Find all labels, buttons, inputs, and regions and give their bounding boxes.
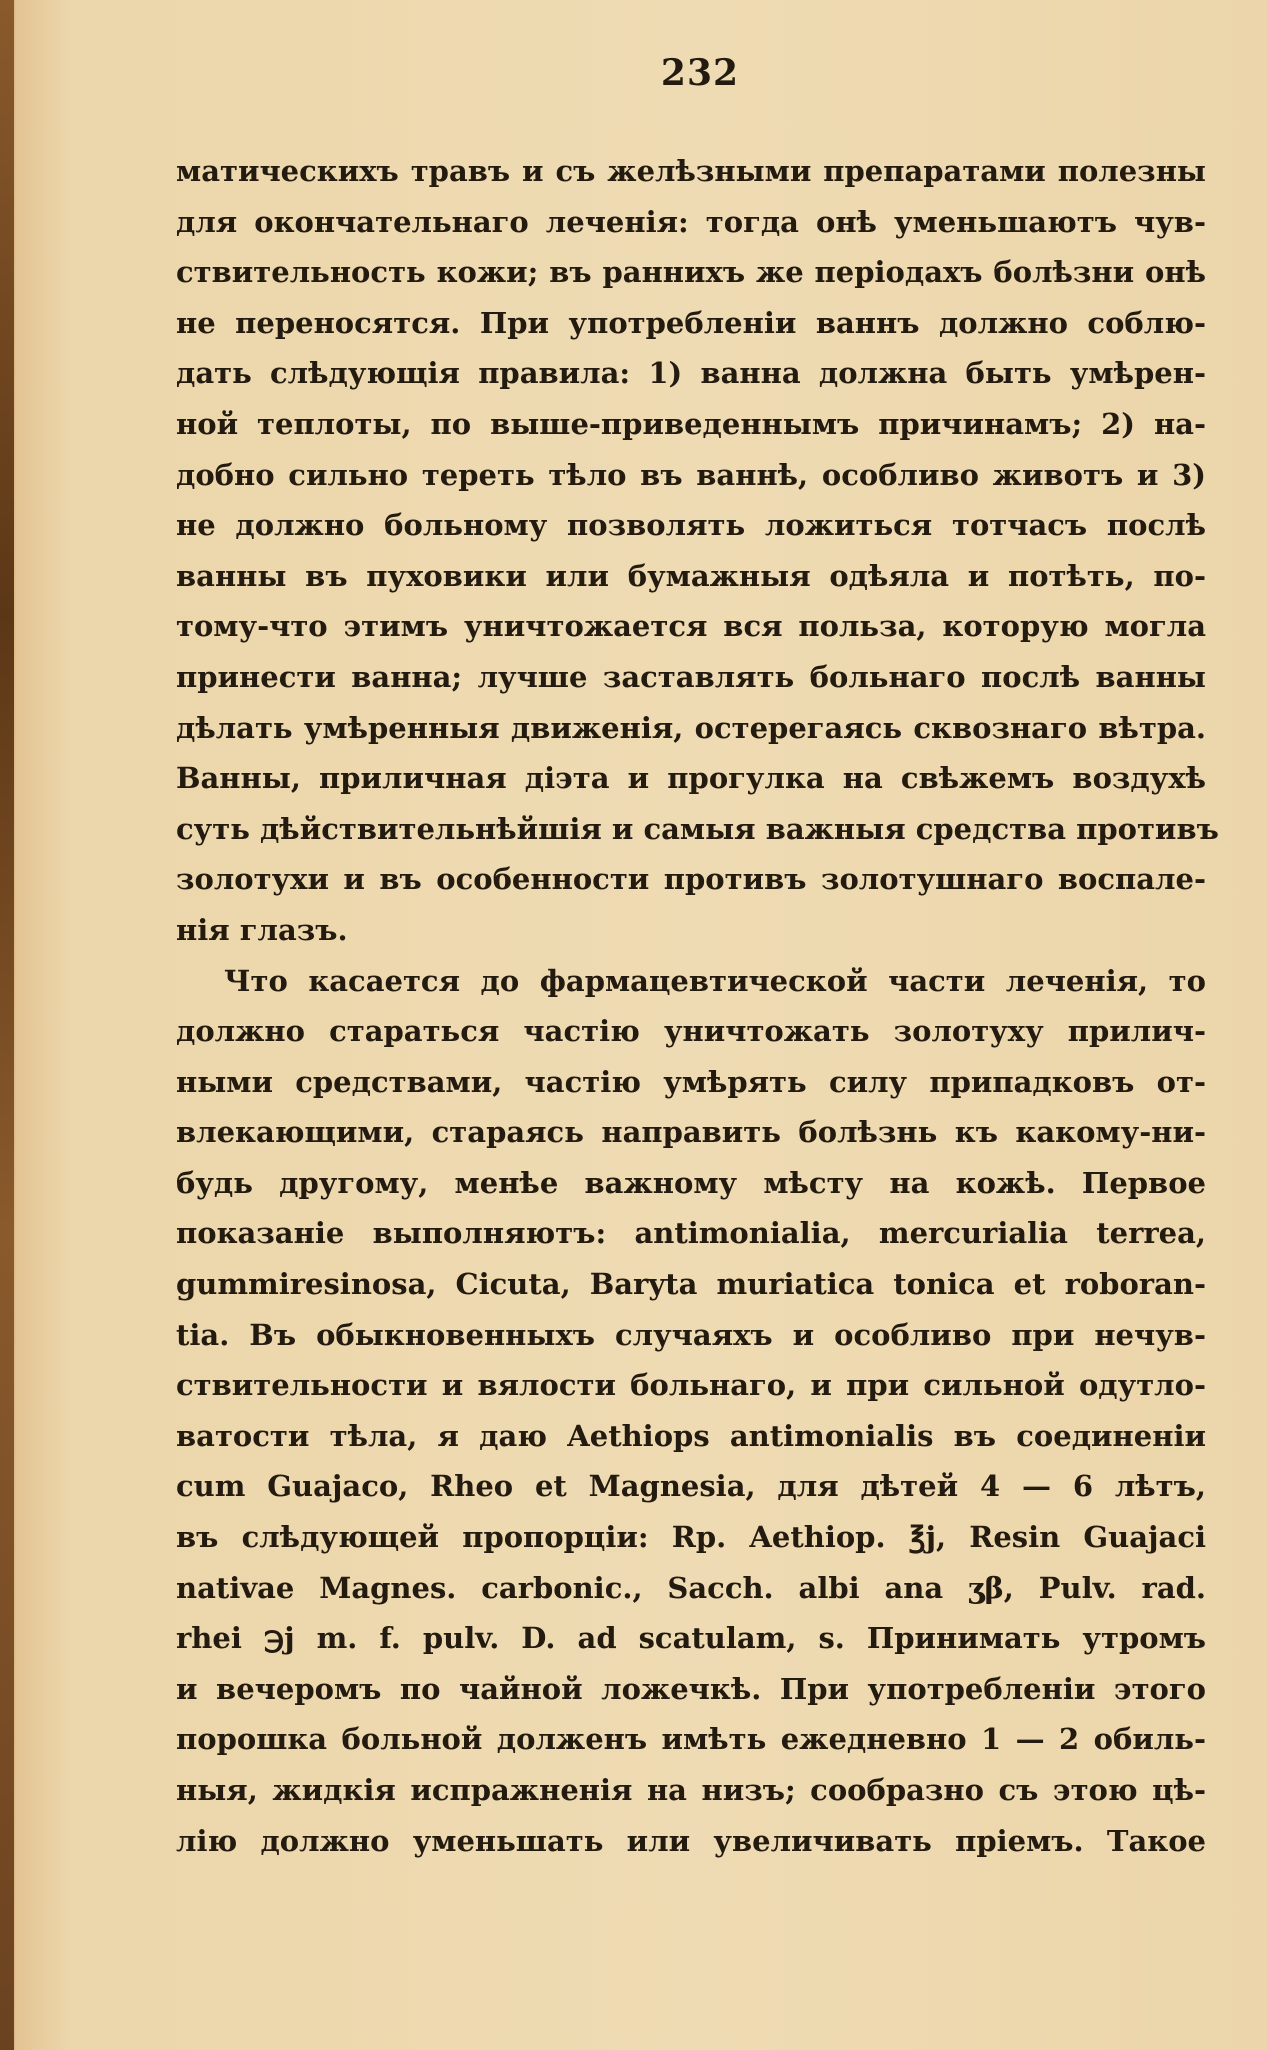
- text-line: ствительность кожи; въ раннихъ же періодахъ болѣзни онѣ: [176, 255, 1206, 290]
- text-line: rhei ℈j m. f. pulv. D. ad scatulam, s. Принимать утромъ: [176, 1621, 1206, 1656]
- text-line: gummiresinosa, Cicuta, Baryta muriatica tonica et roboran-: [176, 1267, 1206, 1302]
- text-line: влекающими, стараясь направить болѣзнь къ какому-ни-: [176, 1115, 1206, 1150]
- text-line: ванны въ пуховики или бумажныя одѣяла и потѣть, по-: [176, 558, 1206, 593]
- text-line: будь другому, менѣе важному мѣсту на кожѣ. Первое: [176, 1165, 1206, 1200]
- text-line: nativae Magnes. carbonic., Sacch. albi ana ʒβ, Pulv. rad.: [176, 1570, 1206, 1605]
- text-line: ныя, жидкія испражненія на низъ; сообразно съ этою цѣ-: [176, 1773, 1206, 1807]
- page-edge-stain: [0, 0, 14, 2050]
- text-line: порошка больной долженъ имѣть ежедневно 1 — 2 обиль-: [176, 1722, 1206, 1757]
- page-number: 232: [660, 52, 740, 94]
- text-line: и вечеромъ по чайной ложечкѣ. При употребленіи этого: [176, 1671, 1206, 1706]
- text-line: тому-что этимъ уничтожается вся польза, которую могла: [176, 609, 1206, 644]
- text-line: cum Guajaco, Rheo et Magnesia, для дѣтей 4 — 6 лѣтъ,: [176, 1469, 1206, 1504]
- text-line: въ слѣдующей пропорціи: Rp. Aethiop. ℥j, Resin Guajaci: [176, 1520, 1206, 1555]
- text-line: принести ванна; лучше заставлять больнаго послѣ ванны: [176, 659, 1206, 694]
- text-line: ными средствами, частію умѣрять силу припадковъ от-: [176, 1064, 1206, 1099]
- text-line: дѣлать умѣренныя движенія, остерегаясь сквознаго вѣтра.: [176, 710, 1206, 745]
- text-line: нія глазъ.: [176, 912, 348, 947]
- text-line: дать слѣдующія правила: 1) ванна должна быть умѣрен-: [176, 356, 1206, 391]
- text-line: ствительности и вялости больнаго, и при сильной одутло-: [176, 1368, 1206, 1403]
- text-line: tia. Въ обыкновенныхъ случаяхъ и особливо при нечув-: [176, 1317, 1206, 1352]
- text-line: не должно больному позволять ложиться тотчасъ послѣ: [176, 508, 1206, 543]
- text-line: показаніе выполняютъ: antimonialia, mercurialia terrea,: [176, 1216, 1206, 1251]
- text-line: добно сильно тереть тѣло въ ваннѣ, особливо животъ и 3): [176, 457, 1206, 492]
- text-line: ной теплоты, по выше-приведеннымъ причинамъ; 2) на-: [176, 406, 1206, 441]
- text-line: лію должно уменьшать или увеличивать пріемъ. Такое: [176, 1823, 1206, 1858]
- text-line: матическихъ травъ и съ желѣзными препаратами полезны: [176, 154, 1206, 188]
- text-line: суть дѣйствительнѣйшія и самыя важныя средства противъ: [176, 811, 1219, 846]
- text-line: Ванны, приличная діэта и прогулка на свѣжемъ воздухѣ: [176, 761, 1206, 796]
- paragraph: [176, 956, 1206, 1867]
- page-body: [176, 146, 1219, 1866]
- text-line: не переносятся. При употребленіи ваннъ должно соблю-: [176, 305, 1206, 340]
- paragraph: [176, 146, 1219, 956]
- text-line: ватости тѣла, я даю Aethiops antimonialis въ соединеніи: [176, 1418, 1206, 1453]
- text-line: должно стараться частію уничтожать золотуху прилич-: [176, 1014, 1206, 1049]
- text-line: золотухи и въ особенности противъ золотушнаго воспале-: [176, 862, 1206, 897]
- text-line: для окончательнаго леченія: тогда онѣ уменьшаютъ чув-: [176, 204, 1206, 239]
- text-line: Что касается до фармацевтической части леченія, то: [224, 963, 1206, 998]
